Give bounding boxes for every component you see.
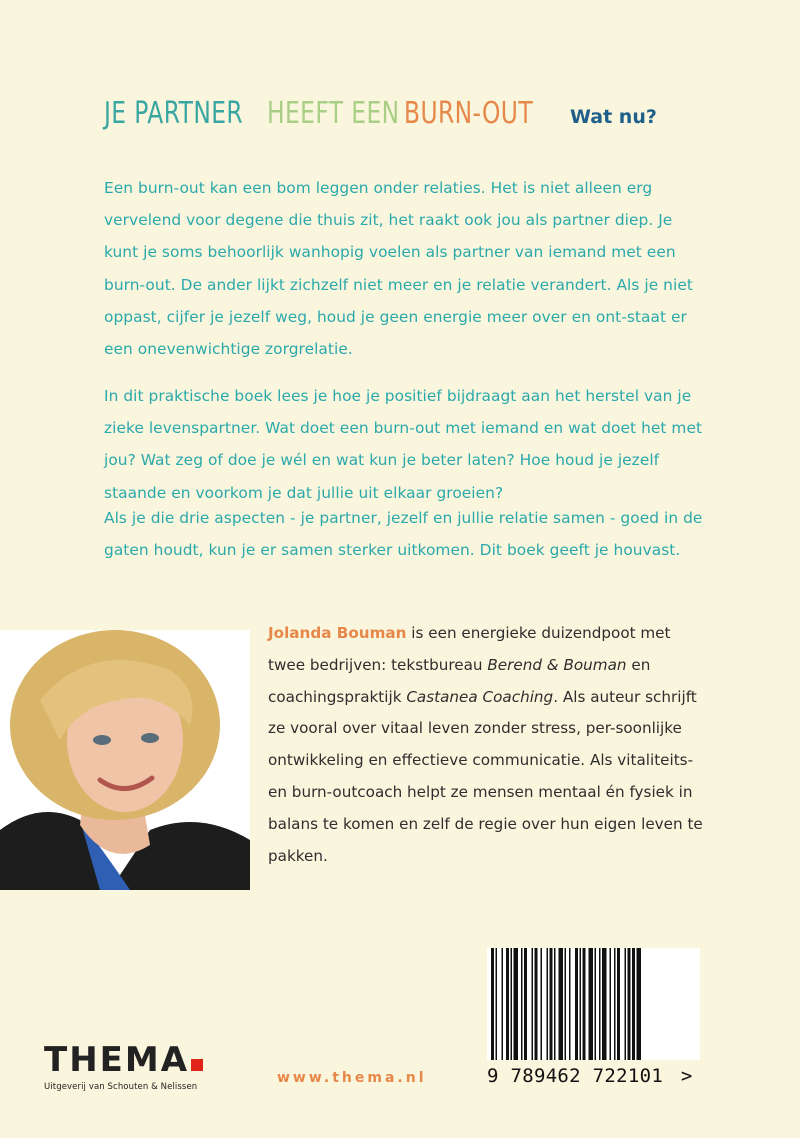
bio-company-2: Castanea Coaching: [406, 687, 554, 706]
publisher-name: Uitgeverij van Schouten & Nelissen: [44, 1082, 198, 1092]
book-title: [104, 96, 657, 136]
bio-company-1: Berend & Bouman: [487, 655, 627, 674]
publisher-url: www.thema.nl: [277, 1070, 427, 1086]
barcode: [487, 948, 700, 1060]
publisher-logo-word: THEMA: [44, 1040, 190, 1080]
blurb-paragraph-2: In dit praktische boek lees je hoe je positief bijdraagt aan het herstel van je zieke levenspartner. Wat doet een burn-out met iemand en wat doet het met jou? Wat zeg of doe je wél en wat kun je beter laten? Hoe houd je jezelf staande en voorkom je dat jullie uit elkaar groeien?: [104, 387, 703, 502]
publisher-logo: [44, 1040, 203, 1092]
title-part-1: JE PARTNER: [104, 96, 244, 131]
author-bio: [268, 618, 708, 872]
author-photo: [0, 630, 250, 890]
title-subtitle: Wat nu?: [570, 106, 657, 128]
blurb-paragraph-1: Een burn-out kan een bom leggen onder relaties. Het is niet alleen erg vervelend voor degene die thuis zit, het raakt ook jou als partner diep. Je kunt je soms behoorlijk wanhopig voelen als partner van iemand met een burn-out. De ander lijkt zichzelf niet meer en je relatie verandert. Als je niet oppast, cijfer je jezelf weg, houd je geen energie meer over en ont-staat er een onevenwichtige zorgrelatie.: [104, 179, 693, 359]
bio-text-2: en coachingspraktijk: [268, 655, 651, 706]
bio-text-1: is een energieke duizendpoot met twee bedrijven: tekstbureau: [268, 624, 671, 674]
title-part-2: HEEFT EEN: [267, 96, 400, 131]
bio-text-3: . Als auteur schrijft ze vooral over vitaal leven zonder stress, per-soonlijke ontwikkeling en effectieve communicatie. Als vitaliteits- en burn-outcoach helpt ze mensen mentaal én fysiek in balans te komen en zelf de regie over hun eigen leven te pakken.: [268, 687, 703, 865]
author-name: Jolanda Bouman: [268, 624, 407, 642]
isbn-arrow: >: [680, 1065, 693, 1087]
isbn-number: [487, 1065, 693, 1087]
blurb-paragraph-3: Als je die drie aspecten - je partner, jezelf en jullie relatie samen - goed in de gaten houdt, kun je er samen sterker uitkomen. Dit boek geeft je houvast.: [104, 509, 703, 560]
barcode-bars: [487, 948, 700, 1060]
isbn-digits: 9 789462 722101: [487, 1065, 664, 1087]
logo-red-dot: [191, 1059, 203, 1071]
author-portrait-illustration: [0, 630, 250, 890]
title-part-3: BURN-OUT: [404, 96, 534, 131]
